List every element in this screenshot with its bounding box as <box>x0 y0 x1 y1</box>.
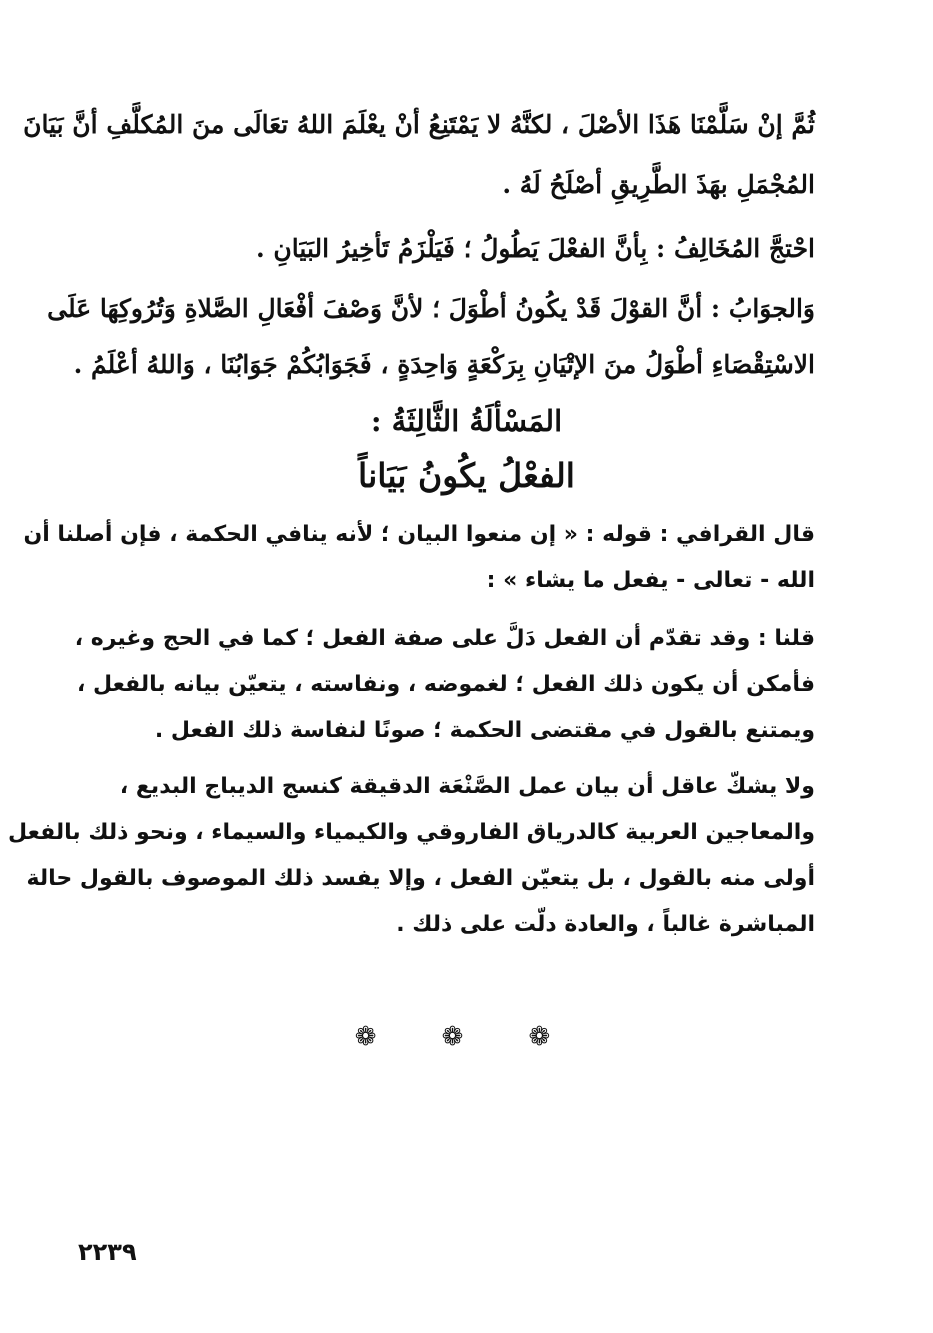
issue-subtitle: الفعْلُ يكُونُ بَيَاناً <box>358 456 575 495</box>
commentary-line: أولى منه بالقول ، بل يتعيّن الفعل ، وإلا يفسد ذلك الموصوف بالقول حالة <box>26 866 815 891</box>
main-text-line: احْتجَّ المُخَالِفُ : بِأنَّ الفعْلَ يَطُولُ ؛ فَيَلْزَمُ تَأخِيرُ البَيَانِ . <box>256 234 815 263</box>
main-text-line: المُجْمَلِ بهَذَ الطَّرِيقِ أصْلَحُ لَهُ . <box>502 170 815 199</box>
main-text-line: وَالجوَابُ : أنَّ القوْلَ قَدْ يكُونُ أطْوَلَ ؛ لأنَّ وَصْفَ أفْعَالِ الصَّلاةِ وَتُرُوكِهَا عَلَى <box>47 294 815 323</box>
commentary-line: قلنا : وقد تقدّم أن الفعل دَلَّ على صفة الفعل ؛ كما في الحج وغيره ، <box>74 626 815 651</box>
main-text-line: ثُمَّ إنْ سَلَّمْنَا هَذَا الأصْلَ ، لكنَّهُ لا يَمْتَنِعُ أنْ يعْلَمَ اللهُ تعَالَى منَ المُكلَّفِ أنَّ بَيَانَ <box>23 110 815 139</box>
commentary-line: والمعاجين العربية كالدرياق الفاروقي والكيمياء والسيماء ، ونحو ذلك بالفعل <box>8 820 815 845</box>
main-text-line: الاسْتِقْصَاءِ أطْوَلُ منَ الإتْيَانِ بِرَكْعَةٍ وَاحِدَةٍ ، فَجَوَابُكُمْ جَوَابُنَا ، وَاللهُ أعْلَمُ . <box>73 350 815 379</box>
commentary-line: المباشرة غالباً ، والعادة دلّت على ذلك . <box>396 912 815 937</box>
commentary-line: ويمتنع بالقول في مقتضى الحكمة ؛ صونًا لنفاسة ذلك الفعل . <box>154 718 815 743</box>
issue-title: المَسْألَةُ الثَّالِثَةُ : <box>370 404 563 438</box>
page-number: ٢٢٣٩ <box>78 1238 137 1266</box>
commentary-line: الله - تعالى - يفعل ما يشاء » : <box>486 568 815 593</box>
commentary-line: ولا يشكّ عاقل أن بيان عمل الصَّنْعَة الدقيقة كنسج الديباج البديع ، <box>119 774 815 799</box>
commentary-line: قال القرافي : قوله : « إن منعوا البيان ؛ لأنه ينافي الحكمة ، فإن أصلنا أن <box>23 522 815 547</box>
commentary-line: فأمكن أن يكون ذلك الفعل ؛ لغموضه ، ونفاسته ، يتعيّن بيانه بالفعل ، <box>76 672 815 697</box>
section-separator: ❁ ❁ ❁ <box>354 1022 579 1052</box>
